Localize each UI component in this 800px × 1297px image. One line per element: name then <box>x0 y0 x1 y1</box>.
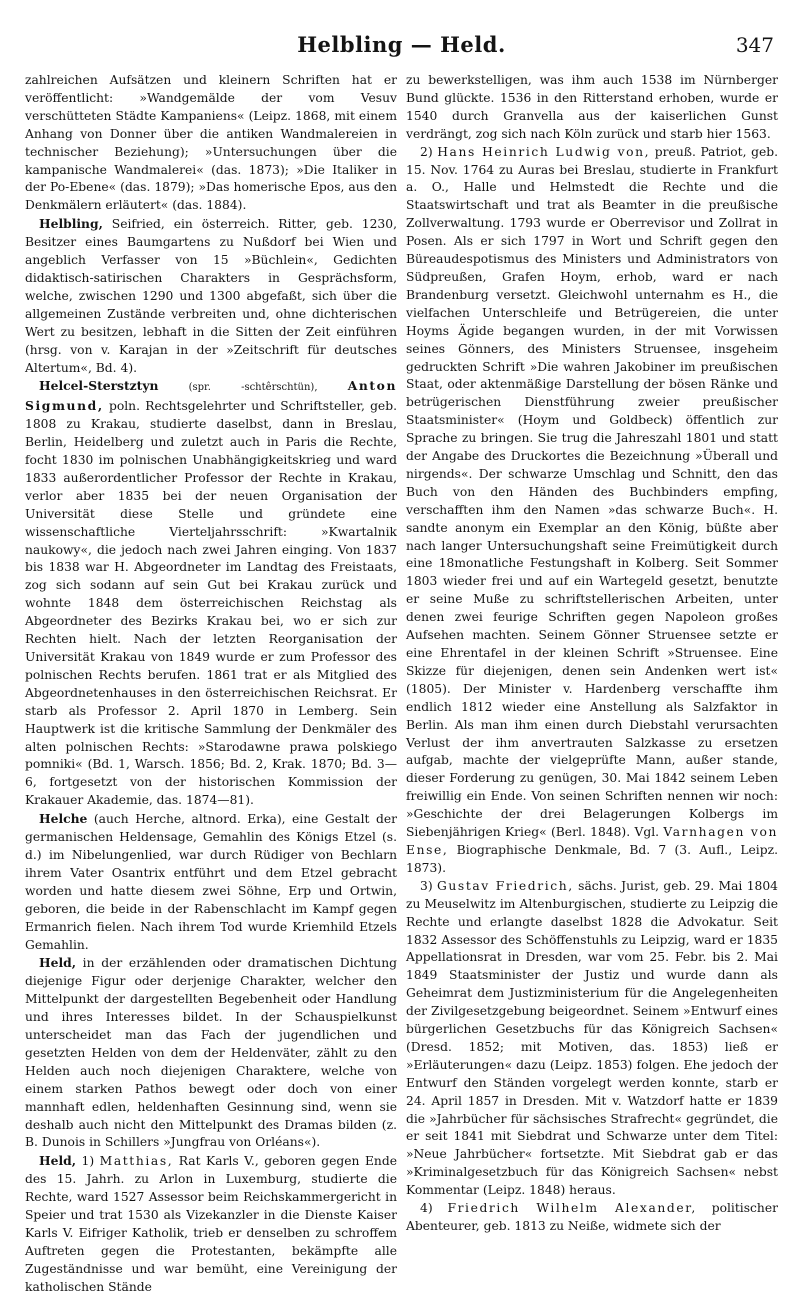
entry-text: in der erzählenden oder dramatischen Dichtung diejenige Figur oder derjenige Charakter, welcher den Mittelpunkt der dargestellten Begebenheit oder Handlung und ihres Interesses bildet. In der Schauspielkunst unterscheidet man das Fach der jugendlichen und gesetzten Helden von dem der Heldenväter, zählt zu den Helden auch noch diejenigen Charaktere, welche von einem starken Pathos bewegt oder doch von einer mannhaft edlen, heldenhaften Gesinnung sind, wenn sie deshalb auch nicht den Mittelpunkt des Dramas bilden (z. B. Dunois in Schillers »Jungfrau von Orléans«). <box>25 956 397 1150</box>
left-column <box>25 72 397 1297</box>
entry-text: preuß. Patriot, geb. 15. Nov. 1764 zu Auras bei Breslau, studierte in Frankfurt a. O., Halle und Helmstedt die Rechte und die Staatswirtschaft und trat als Beamter in die preußische Zollverwaltung. 1793 wurde er Oberrevisor und Zollrat in Posen. Als er sich 1797 in Wort und Schrift gegen den Büreaudespotismus des Ministers und Administrators von Südpreußen, Grafen Hoym, erhob, ward er nach Brandenburg versetzt. Gleichwohl unternahm es H., die vielfachen Unterschleife und Betrügereien, die unter Hoyms Ägide begangen wurden, in der mit Vorwissen seines Gönners, des Ministers Struensee, insgeheim gedruckten Schrift »Die wahren Jakobiner im preußischen Staat, oder aktenmäßige Darstellung der bösen Ränke und betrügerischen Dienstführung zweier preußischer Staatsminister« (Hoym und Goldbeck) öffentlich zur Sprache zu bringen. Sie trug die Jahreszahl 1801 und statt der Angabe des Druckortes die Bezeichnung »Überall und nirgends«. Der schwarze Umschlag und Schnitt, den das Buch von den Händen des Buchbinders empfing, verschafften ihm den Namen »das schwarze Buch«. H. sandte anonym ein Exemplar an den König, büßte aber nach langer Untersuchungshaft seine Freimütigkeit durch eine 18monatliche Festungshaft in Kolberg. Seit Sommer 1803 wieder frei und auf ein Wartegeld gesetzt, benutzte er seine Muße zu schriftstellerischen Arbeiten, unter denen zwei feurige Schriften gegen Napoleon großes Aufsehen machten. Seinem Gönner Struensee setzte er eine Ehrentafel in der kleinen Schrift »Struensee. Eine Skizze für diejenigen, denen sein Andenken wert ist« (1805). Der Minister v. Hardenberg verschaffte ihm endlich 1812 wieder eine Anstellung als Salzfaktor in Berlin. Als man ihm einen durch Diebstahl verursachten Verlust der ihm anvertrauten Salzkasse zu ersetzen aufgab, machte der vielgeprüfte Mann, außer stande, dieser Forderung zu genügen, 30. Mai 1842 seinem Leben freiwillig ein Ende. Von seinen Schriften nennen wir noch: »Geschichte der drei Belagerungen Kolbergs im Siebenjährigen Krieg« (Berl. 1848). Vgl. <box>406 144 779 840</box>
person-name: Friedrich Wilhelm Alexander, <box>447 1201 697 1216</box>
headword: Held, <box>39 1153 76 1169</box>
headword: Helche <box>39 811 88 827</box>
entry-held-2 <box>406 144 778 878</box>
text-columns <box>25 72 778 1297</box>
entry-text: Biographische Denkmale, Bd. 7 (3. Aufl., Leipz. 1873). <box>406 842 778 875</box>
entry-number: 2) <box>420 144 438 159</box>
entry-text: politischer Abenteurer, geb. 1813 zu Neiße, widmete sich der <box>406 1201 779 1233</box>
entry-held-definition <box>25 954 397 1152</box>
entry-text: sächs. Jurist, geb. 29. Mai 1804 zu Meuselwitz im Altenburgischen, studierte zu Leipzig die Rechte und erlangte daselbst 1828 die Advokatur. Seit 1832 Assessor des Schöffenstuhls zu Leipzig, ward er 1835 Appellationsrat in Dresden, war vom 25. Febr. bis 2. Mai 1849 Staatsminister der Justiz und wurde dann als Geheimrat dem Justizministerium für die Angelegenheiten der Zivilgesetzgebung beigeordnet. Seinem »Entwurf eines bürgerlichen Gesetzbuchs für das Königreich Sachsen« (Dresd. 1852; mit Motiven, das. 1853) ließ er »Erläuterungen« dazu (Leipz. 1853) folgen. Ehe jedoch der Entwurf den Ständen vorgelegt werden konnte, starb er 24. April 1857 in Dresden. Mit v. Watzdorf hatte er 1839 die »Jahrbücher für sächsisches Strafrecht« gegründet, die er seit 1841 mit Siebdrat und Schwarze unter dem Titel: »Neue Jahrbücher« fortsetzte. Mit Siebdrat gab er das »Kriminalgesetzbuch für das Königreich Sachsen« nebst Kommentar (Leipz. 1848) heraus. <box>406 878 779 1198</box>
reference-author: Varnhagen von Ense, <box>406 825 778 857</box>
headword: Helbling, <box>39 216 103 232</box>
entry-continuation <box>406 72 778 144</box>
right-column <box>406 72 778 1297</box>
running-head: Helbling — Held. <box>297 32 506 57</box>
entry-helche <box>25 810 397 954</box>
entry-helcel <box>25 377 397 810</box>
entry-text: (auch Herche, altnord. Erka), eine Gestalt der germanischen Heldensage, Gemahlin des Königs Etzel (s. d.) im Nibelungenlied, war durch Rüdiger von Bechlarn ihrem Vater Osantrix entführt und dem Etzel gebracht worden und hatte diesem zwei Söhne, Erp und Ortwin, geboren, die beide in der Rabenschlacht im Kampf gegen Ermanrich fielen. Nach ihrem Tod wurde Kriemhild Etzels Gemahlin. <box>25 812 397 952</box>
person-name: Hans Heinrich Ludwig von, <box>437 144 651 159</box>
headword: Held, <box>39 955 76 971</box>
entry-held-3 <box>406 878 778 1200</box>
entry-text: poln. Rechtsgelehrter und Schriftsteller, geb. 1808 zu Krakau, studierte daselbst, dann in Breslau, Berlin, Heidelberg und zuletzt auch in Paris die Rechte, focht 1830 im polnischen Unabhängigkeitskrieg und ward 1833 außerordentlicher Professor der Rechte in Krakau, verlor aber 1835 bei der neuen Organisation der Universität diese Stelle und gründete eine wissenschaftliche Vierteljahrsschrift: »Kwartalnik naukowy«, die jedoch nach zwei Jahren einging. Von 1837 bis 1838 war H. Abgeordneter im Landtag des Freistaats, zog sich sodann auf sein Gut bei Krakau zurück und wohnte 1848 dem österreichischen Reichstag als Abgeordneter des Bezirks Krakau bei, wo er sich zur Rechten hielt. Nach der letzten Reorganisation der Universität Krakau von 1849 wurde er zum Professor des polnischen Rechts berufen. 1861 trat er als Mitglied des Abgeordnetenhauses in den österreichischen Reichsrat. Er starb als Professor 2. April 1870 in Lemberg. Sein Hauptwerk ist die kritische Sammlung der Denkmäler des alten polnischen Rechts: »Starodawne prawa polskiego pomniki« (Bd. 1, Warsch. 1856; Bd. 2, Krak. 1870; Bd. 3—6, fortgesetzt von der historischen Kommission der Krakauer Akademie, das. 1874—81). <box>25 399 397 808</box>
paragraph-text: zahlreichen Aufsätzen und kleinern Schriften hat er veröffentlicht: »Wandgemälde der vom Vesuv verschütteten Städte Kampaniens« (Leipz. 1868, mit einem Anhang von Donner über die antiken Wandmalereien in technischer Beziehung); »Untersuchungen über die kampanische Wandmalerei« (das. 1873); »Die Italiker in der Po-Ebene« (das. 1879); »Das homerische Epos, aus den Denkmälern erläutert« (das. 1884). <box>25 73 397 213</box>
pronunciation: (spr. -schtêrschtün), <box>158 382 348 394</box>
entry-number: 4) <box>420 1201 448 1216</box>
entry-continuation <box>25 72 397 215</box>
person-name: Gustav Friedrich, <box>436 878 574 893</box>
paragraph-text: zu bewerkstelligen, was ihm auch 1538 im Nürnberger Bund glückte. 1536 in den Ritterstand erhoben, wurde er 1540 durch Granvella aus der kaiserlichen Gunst verdrängt, zog sich nach Köln zurück und starb hier 1563. <box>406 73 778 141</box>
entry-held-4 <box>406 1200 778 1236</box>
entry-text: Seifried, ein österreich. Ritter, geb. 1230, Besitzer eines Baumgartens zu Nußdorf bei Wien und angeblich Verfasser von 15 »Büchlein«, Gedichten didaktisch-satirischen Charakters in Gesprächsform, welche, zwischen 1290 und 1300 abgefaßt, sich über die allgemeinen Zustände verbreiten und, ohne dichterischen Wert zu besitzen, lebhaft in die Sitten der Zeit einführen (hrsg. von v. Karajan in der »Zeitschrift für deutsches Altertum«, Bd. 4). <box>25 217 397 375</box>
page-number: 347 <box>735 33 774 57</box>
person-name: Anton Sigmund, <box>25 378 397 414</box>
entry-number: 1) <box>76 1154 100 1169</box>
page-header <box>25 30 778 72</box>
entry-helbling <box>25 215 397 377</box>
entry-number: 3) <box>420 878 437 893</box>
person-name: Matthias, <box>99 1154 174 1169</box>
headword: Helcel-Sterstztyn <box>39 378 159 394</box>
entry-text: Rat Karls V., geboren gegen Ende des 15. Jahrh. zu Arlon in Luxemburg, studierte die Rechte, ward 1527 Assessor beim Reichskammergericht in Speier und trat 1530 als Vizekanzler in die Dienste Kaiser Karls V. Eifriger Katholik, trieb er denselben zu schroffem Auftreten gegen die Protestanten, bekämpfte alle Zugeständnisse und war bemüht, eine Vereinigung der katholischen Stände <box>25 1154 397 1294</box>
